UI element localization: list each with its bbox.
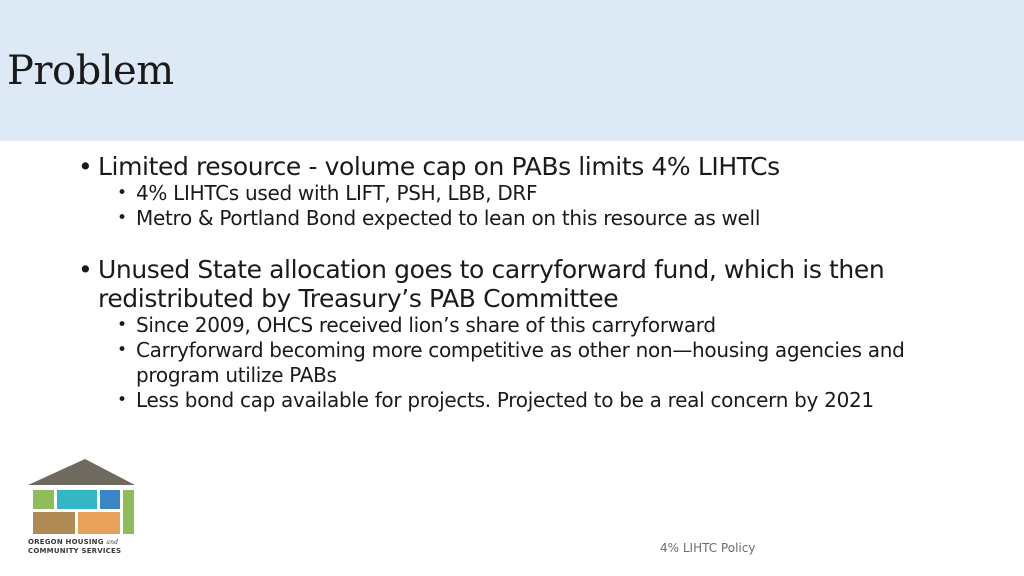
bullet-dot: •	[117, 315, 127, 335]
bullet-level2	[117, 388, 958, 413]
house-logo-icon	[28, 456, 143, 538]
bullet-text: Limited resource - volume cap on PABs limits 4% LIHTCs	[98, 152, 780, 181]
logo-line1: OREGON HOUSING	[28, 538, 104, 546]
bullet-dot: •	[117, 340, 127, 360]
bullet-dot: •	[78, 152, 93, 181]
logo-block-green	[33, 490, 54, 509]
bullet-dot: •	[78, 255, 93, 284]
logo-block-brown	[33, 512, 75, 534]
logo-block-teal	[57, 490, 97, 509]
bullet-dot: •	[117, 183, 127, 203]
bullet-text: Less bond cap available for projects. Projected to be a real concern by 2021	[136, 388, 874, 412]
bullet-dot: •	[117, 390, 127, 410]
bullet-level2	[117, 313, 958, 338]
bullet-level1	[78, 152, 958, 181]
logo-roof	[28, 459, 135, 485]
bullet-text: 4% LIHTCs used with LIFT, PSH, LBB, DRF	[136, 181, 538, 205]
bullet-text: Unused State allocation goes to carryforward fund, which is then redistributed by Treasury’s PAB Committee	[98, 255, 885, 313]
bullet-level2	[117, 181, 958, 206]
slide-title: Problem	[7, 48, 174, 94]
logo-block-green-tall	[123, 490, 134, 534]
bullet-dot: •	[117, 208, 127, 228]
bullet-level2	[117, 206, 958, 231]
logo-wordmark	[28, 538, 143, 556]
ohcs-logo	[28, 456, 143, 562]
bullet-text: Metro & Portland Bond expected to lean on this resource as well	[136, 206, 761, 230]
logo-block-orange	[78, 512, 120, 534]
logo-line2: COMMUNITY SERVICES	[28, 547, 122, 555]
logo-block-blue	[100, 490, 120, 509]
bullet-spacer	[78, 231, 958, 255]
logo-and: and	[106, 539, 119, 546]
footer-text: 4% LIHTC Policy	[660, 541, 756, 555]
bullet-text: Carryforward becoming more competitive as other non—housing agencies and program utilize PABs	[136, 338, 905, 387]
bullet-level2	[117, 338, 958, 388]
bullet-text: Since 2009, OHCS received lion’s share of this carryforward	[136, 313, 716, 337]
bullet-list	[78, 152, 958, 413]
bullet-level1	[78, 255, 958, 313]
